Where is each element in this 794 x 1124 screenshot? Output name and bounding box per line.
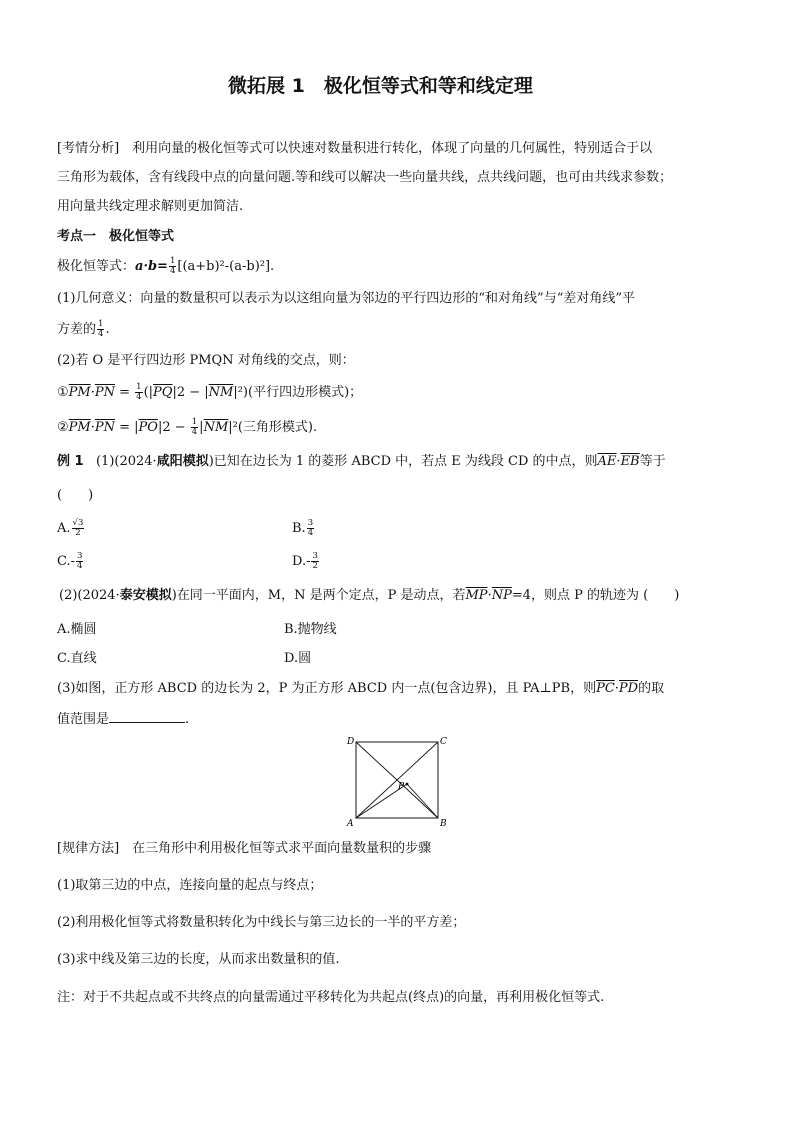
option-fraction xyxy=(311,552,318,571)
fraction-numerator: 1 xyxy=(191,417,198,427)
formula-2-fraction xyxy=(191,418,198,437)
page-title: 微拓展 1 极化恒等式和等和线定理 xyxy=(228,75,533,97)
vector-po: $\overline{PO}$ xyxy=(138,420,158,435)
q1-option-a xyxy=(57,519,85,538)
q1-option-b xyxy=(292,519,315,538)
formula-2-mid: |2 − xyxy=(157,420,190,435)
vector-pc: $\overline{PC}$ xyxy=(596,681,615,696)
formula-1-mid: |2 − | xyxy=(172,385,209,400)
fraction-numerator: 1 xyxy=(98,319,104,329)
q2-text-a: (2)(2024· xyxy=(59,588,120,603)
fraction-numerator: 3 xyxy=(77,551,83,561)
fraction-numerator: 1 xyxy=(136,382,142,392)
item-1-suffix: . xyxy=(105,322,110,337)
label-p: P xyxy=(398,782,405,792)
answer-blank xyxy=(109,710,185,723)
method-step-3: (3)求中线及第三边的长度，从而求出数量积的值. xyxy=(57,952,340,967)
intro-line-1: [考情分析] 利用向量的极化恒等式可以快速对数量积进行转化，体现了向量的几何属性，特别适合于以 xyxy=(57,141,653,156)
formula-1-fraction xyxy=(135,383,142,402)
equals: = xyxy=(114,385,135,400)
label-b: B xyxy=(440,819,447,829)
dot-operator: · xyxy=(616,454,621,469)
item-2: (2)若 O 是平行四边形 PMQN 对角线的交点，则： xyxy=(57,353,355,368)
section-heading: 考点一 极化恒等式 xyxy=(57,229,175,244)
q2-source: 泰安模拟 xyxy=(119,588,172,603)
fraction-numerator: √3 xyxy=(72,518,84,528)
formula-2 xyxy=(57,418,317,437)
formula-2-marker: ② xyxy=(57,420,69,435)
dot-operator: · xyxy=(487,588,492,603)
label-a: A xyxy=(347,819,354,829)
q2-text-c: =4，则点 P 的轨迹为 ( ) xyxy=(511,588,680,603)
fraction-numerator: 1 xyxy=(169,256,176,266)
vector-nm: $\overline{NM}$ xyxy=(203,420,229,435)
intro-line-3: 用向量共线定理求解则更加简洁. xyxy=(57,199,244,214)
q3-text-b: 的取 xyxy=(638,681,665,696)
label-c: C xyxy=(440,737,447,747)
method-step-2: (2)利用极化恒等式将数量积转化为中线长与第三边长的一半的平方差； xyxy=(57,915,466,930)
fraction-numerator: 3 xyxy=(312,551,318,561)
fraction-numerator: 3 xyxy=(307,518,314,528)
q1-text-b: )已知在边长为 1 的菱形 ABCD 中，若点 E 为线段 CD 的中点，则 xyxy=(208,454,598,469)
equals: = | xyxy=(114,420,139,435)
option-label: C.- xyxy=(57,554,76,569)
identity-prefix: 极化恒等式： xyxy=(57,259,136,274)
q1-text-c: 等于 xyxy=(639,454,666,469)
q3-text-a: (3)如图，正方形 ABCD 的边长为 2，P 为正方形 ABCD 内一点(包含边界)，且 PA⊥PB，则 xyxy=(57,681,597,696)
option-fraction xyxy=(307,519,314,538)
option-label: D.- xyxy=(292,554,311,569)
identity-rhs: [(a+b)²-(a-b)²]. xyxy=(177,259,275,274)
fraction-denominator: 4 xyxy=(136,392,142,402)
q1-source: 咸阳模拟 xyxy=(156,454,209,469)
q2-text-b: )在同一平面内，M，N 是两个定点，P 是动点，若 xyxy=(171,588,466,603)
identity-fraction xyxy=(169,257,176,276)
item-1-line-1: (1)几何意义：向量的数量积可以表示为以这组向量为邻边的平行四边形的“和对角线”与“差对角线”平 xyxy=(57,291,635,306)
fraction-denominator: 4 xyxy=(169,266,176,276)
vector-mp: $\overline{MP}$ xyxy=(465,588,488,603)
q3-line-2 xyxy=(57,710,189,729)
dot-operator: · xyxy=(90,420,95,435)
item-1-fraction xyxy=(97,320,104,339)
example-1-question-2 xyxy=(59,587,679,605)
item-1-line-2 xyxy=(57,320,110,339)
vector-nm: $\overline{NM}$ xyxy=(208,385,234,400)
vector-ae: $\overline{AE}$ xyxy=(597,454,617,469)
formula-1-tail: |²)(平行四边形模式)； xyxy=(233,385,363,400)
formula-2-open: | xyxy=(199,420,204,435)
formula-2-tail: |²(三角形模式). xyxy=(228,420,318,435)
q1-option-c xyxy=(57,552,84,571)
fraction-denominator: 4 xyxy=(307,528,314,538)
vector-pn: $\overline{PN}$ xyxy=(94,385,115,400)
q3-line-2-text: 值范围是 xyxy=(57,712,110,727)
option-label: A. xyxy=(57,521,71,536)
example-1-question-3 xyxy=(57,680,664,698)
square-figure xyxy=(342,732,454,830)
intro-line-2: 三角形为载体，含有线段中点的向量问题.等和线可以解决一些向量共线，点共线问题，也可由共线求参数； xyxy=(57,170,673,185)
fraction-denominator: 2 xyxy=(312,561,318,571)
segment-pb xyxy=(407,784,438,818)
vector-pd: $\overline{PD}$ xyxy=(618,681,639,696)
fraction-denominator: 4 xyxy=(191,427,198,437)
fraction-denominator: 4 xyxy=(98,329,104,339)
fraction-denominator: 2 xyxy=(75,528,81,538)
q2-option-c: C.直线 xyxy=(57,651,97,666)
vector-pn: $\overline{PN}$ xyxy=(94,420,115,435)
point-p xyxy=(406,783,409,786)
example-label: 例 1 xyxy=(57,454,84,469)
polarization-identity xyxy=(57,257,274,276)
option-label: B. xyxy=(292,521,306,536)
item-1-prefix: 方差的 xyxy=(57,322,97,337)
formula-1-open: (| xyxy=(143,385,154,400)
q3-end: . xyxy=(185,712,190,727)
method-heading: [规律方法] 在三角形中利用极化恒等式求平面向量数量积的步骤 xyxy=(57,841,432,856)
method-step-1: (1)取第三边的中点，连接向量的起点与终点； xyxy=(57,878,323,893)
q2-option-b: B.抛物线 xyxy=(284,622,337,637)
vector-pq: $\overline{PQ}$ xyxy=(153,385,173,400)
q2-option-a: A.椭圆 xyxy=(57,622,97,637)
q2-option-d: D.圆 xyxy=(284,651,312,666)
vector-np: $\overline{NP}$ xyxy=(491,588,512,603)
fraction-denominator: 4 xyxy=(77,561,83,571)
option-fraction xyxy=(72,519,85,538)
formula-1 xyxy=(57,383,362,402)
dot-operator: · xyxy=(614,681,619,696)
option-fraction xyxy=(76,552,83,571)
identity-lhs: a·b= xyxy=(135,259,168,274)
q1-text-a: (1)(2024· xyxy=(95,454,157,469)
formula-1-marker: ① xyxy=(57,385,69,400)
example-1-question-1 xyxy=(57,453,666,471)
method-note: 注：对于不共起点或不共终点的向量需通过平移转化为共起点(终点)的向量，再利用极化恒等式. xyxy=(57,990,605,1005)
q1-answer-paren: ( ) xyxy=(57,488,94,503)
dot-operator: · xyxy=(90,385,95,400)
label-d: D xyxy=(347,737,355,747)
vector-pm: $\overline{PM}$ xyxy=(68,385,91,400)
vector-eb: $\overline{EB}$ xyxy=(620,454,640,469)
vector-pm: $\overline{PM}$ xyxy=(68,420,91,435)
q1-option-d xyxy=(292,552,320,571)
